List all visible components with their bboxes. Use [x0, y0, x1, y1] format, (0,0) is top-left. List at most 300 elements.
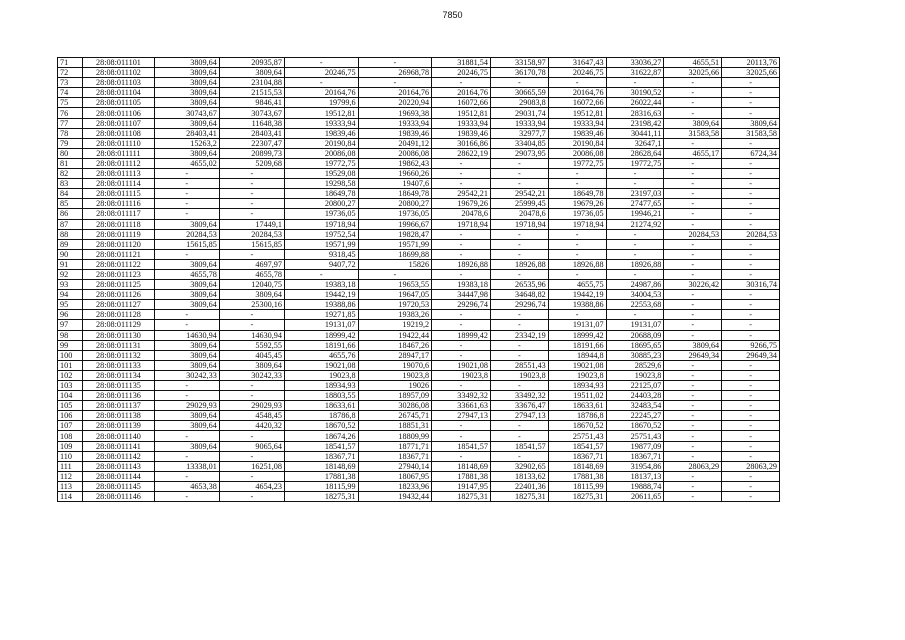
cadastral-number-cell: 28:08:011127	[83, 300, 154, 310]
value-cell: 3809,64	[664, 340, 722, 350]
value-cell: 19023,8	[548, 370, 606, 380]
value-cell: -	[722, 370, 780, 380]
cadastral-number-cell: 28:08:011104	[83, 88, 154, 98]
table-row	[58, 461, 780, 471]
table-row	[58, 370, 780, 380]
row-number-cell: 83	[58, 179, 83, 189]
value-cell: 18803,55	[284, 391, 358, 401]
row-number-cell: 79	[58, 138, 83, 148]
table-row	[58, 300, 780, 310]
value-cell: -	[606, 229, 664, 239]
value-cell: 18926,88	[548, 259, 606, 269]
value-cell: 18115,99	[284, 481, 358, 491]
value-cell: 33158,97	[490, 58, 548, 68]
value-cell: -	[490, 431, 548, 441]
value-cell: 3809,64	[154, 411, 219, 421]
table-row	[58, 269, 780, 279]
value-cell: -	[722, 158, 780, 168]
value-cell: 19298,58	[284, 179, 358, 189]
value-cell: 19271,85	[284, 310, 358, 320]
value-cell: 17881,38	[284, 471, 358, 481]
value-cell: -	[722, 169, 780, 179]
value-cell: 18926,88	[490, 259, 548, 269]
cadastral-number-cell: 28:08:011145	[83, 481, 154, 491]
value-cell: 25751,43	[606, 431, 664, 441]
row-number-cell: 76	[58, 108, 83, 118]
value-cell: 31647,43	[548, 58, 606, 68]
value-cell: -	[664, 481, 722, 491]
value-cell: -	[548, 239, 606, 249]
cadastral-number-cell: 28:08:011110	[83, 138, 154, 148]
row-number-cell: 74	[58, 88, 83, 98]
value-cell: 26745,71	[358, 411, 432, 421]
value-cell: 27947,13	[490, 411, 548, 421]
value-cell: -	[490, 229, 548, 239]
value-cell: 19147,95	[432, 481, 491, 491]
cadastral-number-cell: 28:08:011106	[83, 108, 154, 118]
row-number-cell: 103	[58, 381, 83, 391]
value-cell: -	[219, 209, 284, 219]
value-cell: 19862,43	[358, 158, 432, 168]
value-cell: 19021,08	[548, 360, 606, 370]
value-cell: 30441,11	[606, 128, 664, 138]
row-number-cell: 80	[58, 148, 83, 158]
value-cell: 28063,29	[722, 461, 780, 471]
cadastral-number-cell: 28:08:011130	[83, 330, 154, 340]
value-cell: -	[154, 391, 219, 401]
row-number-cell: 108	[58, 431, 83, 441]
value-cell: 19442,19	[548, 290, 606, 300]
value-cell: -	[432, 249, 491, 259]
value-cell: 32025,66	[664, 68, 722, 78]
value-cell: 4655,75	[548, 280, 606, 290]
row-number-cell: 85	[58, 199, 83, 209]
value-cell: -	[358, 78, 432, 88]
value-cell: -	[664, 259, 722, 269]
table-row	[58, 259, 780, 269]
value-cell: 4420,32	[219, 421, 284, 431]
row-number-cell: 86	[58, 209, 83, 219]
value-cell: -	[664, 310, 722, 320]
value-cell: -	[664, 108, 722, 118]
value-cell: 20688,09	[606, 330, 664, 340]
value-cell: 31583,58	[664, 128, 722, 138]
value-cell: 5209,68	[219, 158, 284, 168]
value-cell: 19946,21	[606, 209, 664, 219]
table-row	[58, 431, 780, 441]
value-cell: 27940,14	[358, 461, 432, 471]
value-cell: 20164,76	[284, 88, 358, 98]
value-cell: -	[219, 471, 284, 481]
row-number-cell: 94	[58, 290, 83, 300]
value-cell: 20284,53	[722, 229, 780, 239]
value-cell: 18670,52	[606, 421, 664, 431]
value-cell: 4655,76	[284, 350, 358, 360]
value-cell: 19383,26	[358, 310, 432, 320]
value-cell: -	[722, 471, 780, 481]
value-cell: -	[490, 320, 548, 330]
value-cell: 18275,31	[432, 492, 491, 502]
value-cell: 3809,64	[154, 300, 219, 310]
value-cell: 18999,42	[548, 330, 606, 340]
value-cell: 22245,27	[606, 411, 664, 421]
value-cell: -	[432, 431, 491, 441]
value-cell: 20164,76	[432, 88, 491, 98]
cadastral-number-cell: 28:08:011139	[83, 421, 154, 431]
value-cell: -	[548, 78, 606, 88]
value-cell: -	[722, 310, 780, 320]
value-cell: 19333,94	[432, 118, 491, 128]
value-cell: 19023,8	[284, 370, 358, 380]
value-cell: -	[664, 451, 722, 461]
value-cell: 3809,64	[154, 280, 219, 290]
value-cell: -	[722, 431, 780, 441]
value-cell: 29296,74	[490, 300, 548, 310]
value-cell: -	[722, 381, 780, 391]
value-cell: 16072,66	[432, 98, 491, 108]
row-number-cell: 88	[58, 229, 83, 239]
value-cell: -	[722, 481, 780, 491]
value-cell: 36170,78	[490, 68, 548, 78]
value-cell: -	[219, 249, 284, 259]
value-cell: 19718,94	[490, 219, 548, 229]
value-cell: -	[490, 310, 548, 320]
row-number-cell: 95	[58, 300, 83, 310]
table-row	[58, 471, 780, 481]
value-cell: 32483,54	[606, 401, 664, 411]
row-number-cell: 82	[58, 169, 83, 179]
value-cell: 19799,6	[284, 98, 358, 108]
cadastral-number-cell: 28:08:011128	[83, 310, 154, 320]
value-cell: 19131,07	[284, 320, 358, 330]
table-row	[58, 88, 780, 98]
value-cell: 4655,78	[219, 269, 284, 279]
value-cell: 18148,69	[548, 461, 606, 471]
value-cell: 19718,94	[548, 219, 606, 229]
row-number-cell: 111	[58, 461, 83, 471]
value-cell: 19023,8	[432, 370, 491, 380]
value-cell: -	[722, 88, 780, 98]
table-row	[58, 441, 780, 451]
value-cell: -	[219, 179, 284, 189]
value-cell: 3809,64	[154, 118, 219, 128]
value-cell: 29029,93	[154, 401, 219, 411]
value-cell: 3809,64	[219, 360, 284, 370]
value-cell: 33404,85	[490, 138, 548, 148]
value-cell: -	[154, 471, 219, 481]
table-row	[58, 340, 780, 350]
value-cell: -	[606, 310, 664, 320]
value-cell: -	[432, 350, 491, 360]
cadastral-number-cell: 28:08:011140	[83, 431, 154, 441]
value-cell: 3809,64	[154, 259, 219, 269]
value-cell: 3809,64	[219, 290, 284, 300]
value-cell: -	[664, 219, 722, 229]
value-cell: 9065,64	[219, 441, 284, 451]
value-cell: 20935,87	[219, 58, 284, 68]
value-cell: -	[432, 421, 491, 431]
row-number-cell: 107	[58, 421, 83, 431]
cadastral-number-cell: 28:08:011141	[83, 441, 154, 451]
value-cell: 28628,64	[606, 148, 664, 158]
value-cell: -	[432, 320, 491, 330]
value-cell: 20086,08	[548, 148, 606, 158]
value-cell: 29083,8	[490, 98, 548, 108]
row-number-cell: 104	[58, 391, 83, 401]
value-cell: 33492,32	[490, 391, 548, 401]
table-row	[58, 310, 780, 320]
value-cell: 18191,66	[548, 340, 606, 350]
value-cell: -	[722, 199, 780, 209]
row-number-cell: 112	[58, 471, 83, 481]
row-number-cell: 89	[58, 239, 83, 249]
value-cell: 30166,86	[432, 138, 491, 148]
value-cell: 3809,64	[154, 421, 219, 431]
value-cell: -	[664, 370, 722, 380]
value-cell: 20164,76	[548, 88, 606, 98]
value-cell: -	[664, 169, 722, 179]
value-cell: -	[154, 431, 219, 441]
value-cell: 20246,75	[284, 68, 358, 78]
value-cell: -	[664, 249, 722, 259]
table-row	[58, 58, 780, 68]
value-cell: 4655,51	[664, 58, 722, 68]
value-cell: 18233,96	[358, 481, 432, 491]
value-cell: 16072,66	[548, 98, 606, 108]
value-cell: 19660,26	[358, 169, 432, 179]
value-cell: 19772,75	[284, 158, 358, 168]
value-cell: 4697,97	[219, 259, 284, 269]
value-cell: -	[664, 320, 722, 330]
cadastral-number-cell: 28:08:011115	[83, 189, 154, 199]
value-cell: 18137,13	[606, 471, 664, 481]
value-cell: 19529,08	[284, 169, 358, 179]
value-cell: 33492,32	[432, 391, 491, 401]
cadastral-number-cell: 28:08:011116	[83, 199, 154, 209]
cadastral-number-cell: 28:08:011125	[83, 280, 154, 290]
value-cell: -	[490, 340, 548, 350]
value-cell: 19383,18	[432, 280, 491, 290]
value-cell: -	[219, 391, 284, 401]
cadastral-number-cell: 28:08:011119	[83, 229, 154, 239]
row-number-cell: 90	[58, 249, 83, 259]
value-cell: -	[664, 421, 722, 431]
value-cell: 5592,55	[219, 340, 284, 350]
cadastral-number-cell: 28:08:011122	[83, 259, 154, 269]
value-cell: 4045,45	[219, 350, 284, 360]
value-cell: 20611,65	[606, 492, 664, 502]
value-cell: 20284,53	[664, 229, 722, 239]
value-cell: 27947,13	[432, 411, 491, 421]
cadastral-number-cell: 28:08:011136	[83, 391, 154, 401]
value-cell: -	[606, 179, 664, 189]
cadastral-number-cell: 28:08:011107	[83, 118, 154, 128]
row-number-cell: 113	[58, 481, 83, 491]
value-cell: 18275,31	[490, 492, 548, 502]
value-cell: 18999,42	[432, 330, 491, 340]
value-cell: 19333,94	[490, 118, 548, 128]
cadastral-number-cell: 28:08:011113	[83, 169, 154, 179]
value-cell: 20113,76	[722, 58, 780, 68]
value-cell: -	[664, 209, 722, 219]
value-cell: 15615,85	[219, 239, 284, 249]
value-cell: -	[548, 269, 606, 279]
value-cell: -	[490, 451, 548, 461]
value-cell: -	[664, 411, 722, 421]
value-cell: 25999,45	[490, 199, 548, 209]
value-cell: -	[219, 169, 284, 179]
value-cell: 30286,08	[358, 401, 432, 411]
value-cell: -	[154, 189, 219, 199]
value-cell: 4655,02	[154, 158, 219, 168]
value-cell: -	[722, 421, 780, 431]
value-cell: -	[490, 381, 548, 391]
value-cell: 19026	[358, 381, 432, 391]
cadastral-number-cell: 28:08:011134	[83, 370, 154, 380]
value-cell: 22307,47	[219, 138, 284, 148]
value-cell: 31583,58	[722, 128, 780, 138]
value-cell: -	[154, 451, 219, 461]
value-cell: 18367,71	[358, 451, 432, 461]
value-cell: -	[432, 239, 491, 249]
value-cell: 3809,64	[664, 118, 722, 128]
value-cell: 32647,1	[606, 138, 664, 148]
value-cell: 20086,08	[284, 148, 358, 158]
value-cell: 3809,64	[154, 350, 219, 360]
row-number-cell: 77	[58, 118, 83, 128]
value-cell: 18649,78	[284, 189, 358, 199]
value-cell: 28063,29	[664, 461, 722, 471]
value-cell: 9266,75	[722, 340, 780, 350]
value-cell: 19432,44	[358, 492, 432, 502]
value-cell: 31622,87	[606, 68, 664, 78]
value-cell: -	[154, 179, 219, 189]
value-cell: -	[606, 78, 664, 88]
value-cell: 3809,64	[154, 360, 219, 370]
table-row	[58, 360, 780, 370]
value-cell: 18771,71	[358, 441, 432, 451]
value-cell: 21515,53	[219, 88, 284, 98]
value-cell: -	[664, 179, 722, 189]
value-cell: 28622,19	[432, 148, 491, 158]
value-cell: -	[219, 199, 284, 209]
table-row	[58, 391, 780, 401]
value-cell: 33036,27	[606, 58, 664, 68]
value-cell: 19839,46	[358, 128, 432, 138]
value-cell: -	[664, 269, 722, 279]
cadastral-number-cell: 28:08:011103	[83, 78, 154, 88]
value-cell: 3809,64	[154, 58, 219, 68]
row-number-cell: 72	[58, 68, 83, 78]
value-cell: 3809,64	[154, 78, 219, 88]
value-cell: 23197,03	[606, 189, 664, 199]
value-cell: 32902,65	[490, 461, 548, 471]
value-cell: -	[664, 391, 722, 401]
table-row	[58, 239, 780, 249]
value-cell: 28529,6	[606, 360, 664, 370]
value-cell: 9407,72	[284, 259, 358, 269]
table-row	[58, 249, 780, 259]
cadastral-number-cell: 28:08:011131	[83, 340, 154, 350]
table-row	[58, 401, 780, 411]
value-cell: -	[490, 249, 548, 259]
value-cell: -	[664, 381, 722, 391]
value-cell: 15826	[358, 259, 432, 269]
table-row	[58, 492, 780, 502]
value-cell: -	[490, 179, 548, 189]
value-cell: 18934,93	[284, 381, 358, 391]
value-cell: -	[722, 239, 780, 249]
value-cell: 19422,44	[358, 330, 432, 340]
value-cell: 18467,26	[358, 340, 432, 350]
value-cell: -	[664, 239, 722, 249]
value-cell: 3809,64	[154, 219, 219, 229]
table-row	[58, 451, 780, 461]
value-cell: 19839,46	[284, 128, 358, 138]
value-cell: 28316,63	[606, 108, 664, 118]
value-cell: 19512,81	[284, 108, 358, 118]
value-cell: 19442,19	[284, 290, 358, 300]
value-cell: -	[722, 108, 780, 118]
value-cell: -	[664, 401, 722, 411]
cadastral-number-cell: 28:08:011138	[83, 411, 154, 421]
value-cell: 14630,94	[219, 330, 284, 340]
value-cell: -	[664, 431, 722, 441]
data-table	[57, 57, 780, 502]
value-cell: 31881,54	[432, 58, 491, 68]
value-cell: 3809,64	[154, 68, 219, 78]
cadastral-number-cell: 28:08:011129	[83, 320, 154, 330]
cadastral-number-cell: 28:08:011132	[83, 350, 154, 360]
value-cell: -	[722, 78, 780, 88]
value-cell: 19679,26	[548, 199, 606, 209]
value-cell: -	[284, 78, 358, 88]
value-cell: -	[722, 320, 780, 330]
value-cell: -	[664, 88, 722, 98]
value-cell: -	[664, 158, 722, 168]
value-cell: -	[722, 219, 780, 229]
value-cell: 22125,07	[606, 381, 664, 391]
table-row	[58, 138, 780, 148]
cadastral-number-cell: 28:08:011120	[83, 239, 154, 249]
row-number-cell: 110	[58, 451, 83, 461]
value-cell: 19718,94	[284, 219, 358, 229]
cadastral-number-cell: 28:08:011121	[83, 249, 154, 259]
table-body	[58, 58, 780, 502]
value-cell: 18067,95	[358, 471, 432, 481]
value-cell: 18148,69	[432, 461, 491, 471]
row-number-cell: 114	[58, 492, 83, 502]
value-cell: 18944,8	[548, 350, 606, 360]
value-cell: -	[548, 229, 606, 239]
value-cell: 25751,43	[548, 431, 606, 441]
value-cell: 34004,53	[606, 290, 664, 300]
table-row	[58, 421, 780, 431]
value-cell: 3809,64	[722, 118, 780, 128]
value-cell: -	[219, 492, 284, 502]
value-cell: 19070,6	[358, 360, 432, 370]
value-cell: 16251,08	[219, 461, 284, 471]
value-cell: -	[606, 169, 664, 179]
value-cell: -	[664, 360, 722, 370]
value-cell: 30743,67	[219, 108, 284, 118]
value-cell: -	[722, 330, 780, 340]
value-cell: 25300,16	[219, 300, 284, 310]
table-row	[58, 209, 780, 219]
value-cell: 3809,64	[154, 88, 219, 98]
value-cell: 19512,81	[432, 108, 491, 118]
value-cell: -	[664, 78, 722, 88]
